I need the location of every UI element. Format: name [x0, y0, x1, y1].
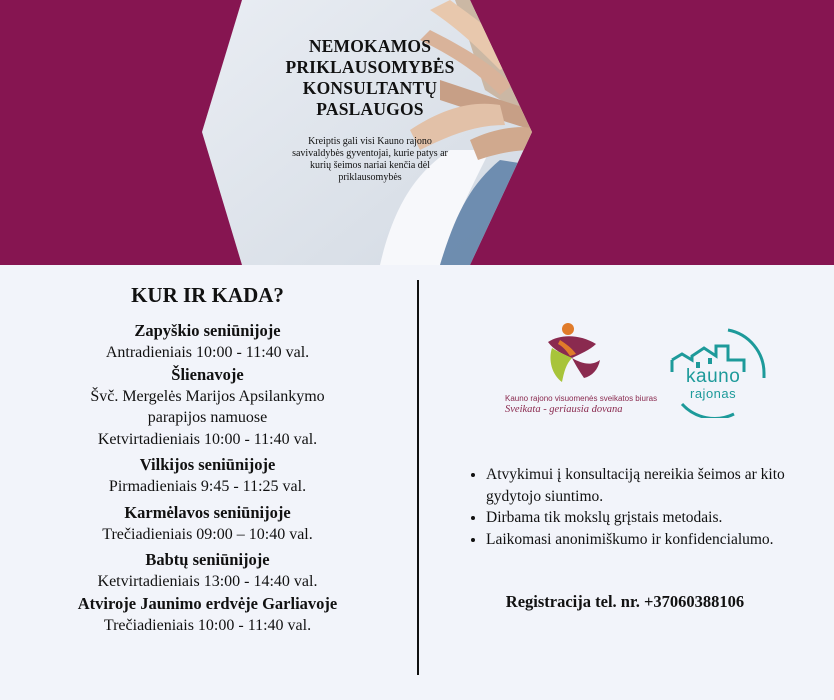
location-name: Zapyškio seniūnijoje: [134, 321, 281, 340]
location-name: Karmėlavos seniūnijoje: [124, 502, 291, 522]
logo-caption: Kauno rajono visuomenės sveikatos biuras: [505, 394, 658, 403]
info-bullet-list: [470, 464, 831, 550]
hero-title: NEMOKAMOS PRIKLAUSOMYBĖS KONSULTANTŲ PASLAUGOS: [285, 36, 455, 119]
info-bullet: • Laikomasi anonimiškumo ir konfidencialumo.: [486, 529, 831, 551]
location-detail: parapijos namuose: [147, 409, 268, 426]
location-name: Atviroje Jaunimo erdvėje Garliavoje: [77, 593, 338, 613]
hero-text-block: [270, 36, 470, 184]
location-item: [30, 502, 385, 546]
location-time: Trečiadieniais 09:00 – 10:40 val.: [102, 525, 313, 543]
location-item: [30, 364, 385, 451]
logo-slogan: Sveikata - geriausia dovana: [505, 404, 623, 415]
location-detail: Švč. Mergelės Marijos Apsilankymo: [90, 387, 325, 405]
logo-word-kauno: kauno: [686, 366, 741, 387]
location-time: Pirmadieniais 9:45 - 11:25 val.: [108, 478, 307, 495]
location-name: Babtų seniūnijoje: [145, 550, 270, 569]
column-divider: [417, 280, 419, 675]
info-bullet: • Dirbama tik mokslų grįstais metodais.: [486, 507, 831, 529]
location-time: Trečiadieniais 10:00 - 11:40 val.: [103, 616, 312, 634]
logo-word-rajonas: rajonas: [690, 386, 737, 401]
health-bureau-logo: [500, 320, 660, 420]
info-bullet: • Atvykimui į konsultaciją nereikia šeimos ar kito gydytojo siuntimo.: [486, 464, 831, 507]
hero-banner: [0, 0, 834, 265]
kauno-rajonas-logo: [668, 326, 768, 418]
location-time: Antradieniais 10:00 - 11:40 val.: [105, 344, 310, 361]
location-time: Ketvirtadieniais 10:00 - 11:40 val.: [97, 430, 318, 448]
location-item: [30, 593, 385, 637]
location-time: Ketvirtadieniais 13:00 - 14:40 val.: [97, 573, 318, 590]
schedule-column: [30, 282, 385, 636]
location-name: Vilkijos seniūnijoje: [139, 455, 276, 474]
health-bureau-logo-icon: [500, 320, 660, 394]
registration-phone: Registracija tel. nr. +37060388106: [505, 592, 745, 611]
location-item: [30, 320, 385, 364]
location-item: [30, 549, 385, 593]
hero-subtitle: Kreiptis gali visi Kauno rajono savivaldybės gyventojai, kurie patys ar kurių šeimos nariai kenčia dėl priklausomybės: [292, 136, 448, 183]
where-title: KUR IR KADA?: [131, 283, 284, 307]
location-item: [30, 454, 385, 498]
location-name: Šlienavoje: [171, 364, 244, 384]
